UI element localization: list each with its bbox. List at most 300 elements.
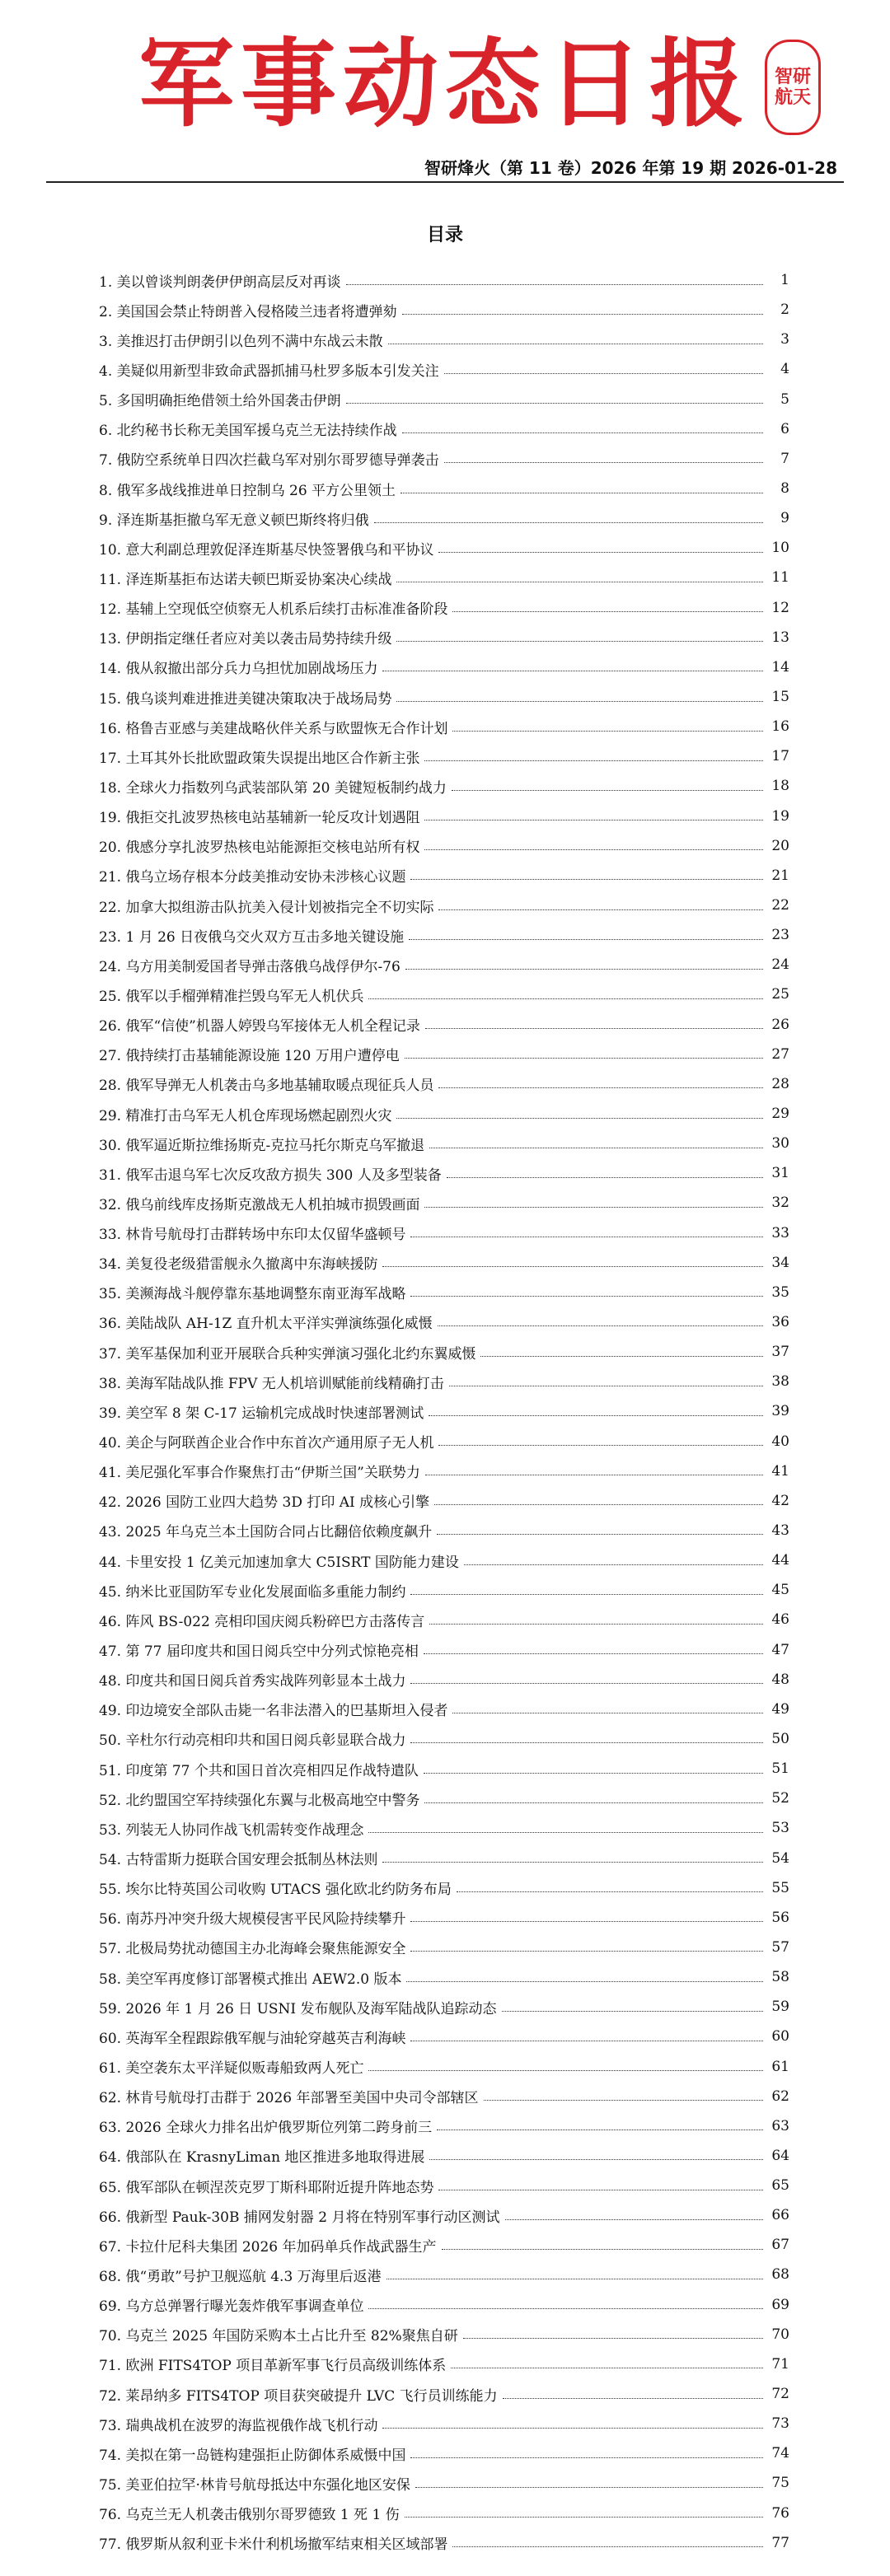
toc-entry-title: 5. 多国明确拒绝借领土给外国袭击伊朗 xyxy=(99,393,341,410)
toc-leader-dots xyxy=(410,1951,763,1952)
toc-entry[interactable] xyxy=(99,354,789,384)
toc-entry[interactable] xyxy=(99,623,789,652)
toc-entry-page: 10 xyxy=(771,540,789,557)
toc-leader-dots xyxy=(410,1296,763,1297)
toc-entry-title: 44. 卡里安投 1 亿美元加速加拿大 C5ISRT 国防能力建设 xyxy=(99,1554,459,1571)
toc-entry-page: 1 xyxy=(780,272,789,289)
toc-leader-dots xyxy=(444,373,763,374)
toc-entry[interactable] xyxy=(99,265,789,295)
toc-entry-title: 34. 美复役老级猎雷舰永久撤离中东海峡援防 xyxy=(99,1256,378,1274)
toc-entry[interactable] xyxy=(99,2141,789,2171)
toc-leader-dots xyxy=(452,731,763,732)
toc-entry[interactable] xyxy=(99,2260,789,2289)
toc-entry-title: 51. 印度第 77 个共和国日首次亮相四足作战特遣队 xyxy=(99,1762,419,1779)
toc-leader-dots xyxy=(368,1832,763,1833)
toc-entry-title: 23. 1 月 26 日夜俄乌交火双方互击多地关键设施 xyxy=(99,928,405,946)
issue-line: 智研烽火（第 11 卷）2026 年第 19 期 2026-01-28 xyxy=(424,158,837,178)
toc-entry-page: 36 xyxy=(771,1313,789,1330)
toc-entry-page: 11 xyxy=(771,569,789,587)
toc-leader-dots xyxy=(438,1325,763,1326)
toc-entry-title: 60. 英海军全程跟踪俄军舰与油轮穿越英吉利海峡 xyxy=(99,2030,406,2047)
toc-leader-dots xyxy=(396,641,763,642)
toc-leader-dots xyxy=(382,2428,763,2429)
toc-entry-page: 67 xyxy=(771,2237,789,2254)
toc-entry[interactable] xyxy=(99,1843,789,1872)
toc-entry-title: 6. 北约秘书长称无美国军援乌克兰无法持续作战 xyxy=(99,423,397,440)
toc-entry-page: 63 xyxy=(771,2117,789,2134)
toc-leader-dots xyxy=(429,1624,763,1625)
toc-entry-title: 59. 2026 年 1 月 26 日 USNI 发布舰队及海军陆战队追踪动态 xyxy=(99,2000,497,2017)
toc-entry-page: 46 xyxy=(771,1611,789,1629)
toc-entry-page: 60 xyxy=(771,2028,789,2045)
toc-entry[interactable] xyxy=(99,2349,789,2379)
toc-leader-dots xyxy=(405,1058,763,1059)
table-of-contents xyxy=(99,265,789,2558)
toc-entry-page: 31 xyxy=(771,1165,789,1182)
toc-entry-title: 42. 2026 国防工业四大趋势 3D 打印 AI 成核心引擎 xyxy=(99,1494,430,1512)
toc-leader-dots xyxy=(410,1594,763,1595)
toc-entry-page: 49 xyxy=(771,1700,789,1718)
toc-entry[interactable] xyxy=(99,1337,789,1367)
toc-entry-title: 66. 俄新型 Pauk-30B 捕网发射器 2 月将在特别军事行动区测试 xyxy=(99,2209,500,2226)
toc-leader-dots xyxy=(382,1862,763,1863)
toc-entry-page: 16 xyxy=(771,718,789,736)
toc-entry[interactable] xyxy=(99,1307,789,1337)
toc-entry-page: 21 xyxy=(771,867,789,884)
toc-leader-dots xyxy=(396,1118,763,1119)
toc-entry-page: 59 xyxy=(771,1999,789,2016)
toc-entry-page: 5 xyxy=(780,390,789,408)
toc-leader-dots xyxy=(382,1266,763,1267)
toc-entry-page: 30 xyxy=(771,1135,789,1152)
toc-entry[interactable] xyxy=(99,712,789,741)
toc-entry[interactable] xyxy=(99,1278,789,1307)
toc-entry-title: 55. 埃尔比特英国公司收购 UTACS 强化欧北约防务布局 xyxy=(99,1882,452,1899)
toc-entry-page: 12 xyxy=(771,599,789,616)
toc-entry[interactable] xyxy=(99,1188,789,1218)
publisher-seal-icon xyxy=(765,40,821,135)
toc-entry[interactable] xyxy=(99,1367,789,1396)
toc-entry-page: 62 xyxy=(771,2087,789,2105)
toc-entry-title: 67. 卡拉什尼科夫集团 2026 年加码单兵作战武器生产 xyxy=(99,2238,437,2256)
toc-entry-page: 50 xyxy=(771,1730,789,1747)
toc-entry-title: 69. 乌方总弹署行曝光轰炸俄军事调查单位 xyxy=(99,2298,364,2316)
toc-entry-title: 48. 印度共和国日阅兵首秀实战阵列彰显本土战力 xyxy=(99,1673,406,1690)
toc-leader-dots xyxy=(442,2249,763,2250)
toc-leader-dots xyxy=(503,2398,763,2399)
toc-title: 目录 xyxy=(426,225,463,245)
toc-entry[interactable] xyxy=(99,444,789,474)
toc-leader-dots xyxy=(406,1981,763,1982)
toc-leader-dots xyxy=(410,1921,763,1922)
toc-entry-page: 17 xyxy=(771,748,789,765)
toc-leader-dots xyxy=(447,1177,763,1178)
toc-leader-dots xyxy=(410,1742,763,1743)
toc-entry-title: 70. 乌克兰 2025 年国防采购本土占比升至 82%聚焦自研 xyxy=(99,2328,458,2345)
toc-entry-page: 33 xyxy=(771,1224,789,1241)
toc-entry[interactable] xyxy=(99,1754,789,1784)
toc-entry-title: 14. 俄从叙撤出部分兵力乌担忧加剧战场压力 xyxy=(99,661,378,678)
toc-leader-dots xyxy=(502,2011,763,2012)
toc-entry[interactable] xyxy=(99,2111,789,2141)
toc-leader-dots xyxy=(457,1891,763,1892)
toc-entry-title: 62. 林肯号航母打击群于 2026 年部署至美国中央司令部辖区 xyxy=(99,2090,479,2107)
toc-entry-page: 68 xyxy=(771,2266,789,2284)
toc-entry-page: 4 xyxy=(780,361,789,378)
toc-entry-title: 30. 俄军逼近斯拉维扬斯克-克拉马托尔斯克乌军撤退 xyxy=(99,1137,425,1154)
toc-entry-page: 71 xyxy=(771,2355,789,2373)
toc-entry[interactable] xyxy=(99,2409,789,2438)
toc-leader-dots xyxy=(368,2308,763,2309)
toc-entry-page: 35 xyxy=(771,1283,789,1301)
toc-leader-dots xyxy=(452,790,763,791)
toc-entry-title: 19. 俄拒交扎波罗热核电站基辅新一轮反攻计划遇阻 xyxy=(99,810,420,827)
toc-entry-title: 32. 俄乌前线库皮扬斯克激战无人机拍城市损毁画面 xyxy=(99,1196,420,1213)
toc-leader-dots xyxy=(410,1683,763,1684)
toc-entry[interactable] xyxy=(99,2051,789,2081)
toc-entry-page: 8 xyxy=(780,480,789,498)
toc-entry[interactable] xyxy=(99,979,789,1009)
toc-leader-dots xyxy=(452,2546,763,2547)
toc-entry-title: 8. 俄军多战线推进单日控制乌 26 平方公里领土 xyxy=(99,482,396,499)
toc-entry[interactable] xyxy=(99,1426,789,1456)
toc-entry-page: 14 xyxy=(771,658,789,676)
toc-entry[interactable] xyxy=(99,861,789,891)
toc-entry-title: 13. 伊朗指定继任者应对美以袭击局势持续升级 xyxy=(99,631,392,648)
toc-entry-page: 2 xyxy=(780,302,789,319)
toc-entry-title: 4. 美疑似用新型非致命武器抓捕马杜罗多版本引发关注 xyxy=(99,362,439,380)
toc-entry-page: 47 xyxy=(771,1641,789,1658)
toc-entry-title: 29. 精准打击乌军无人机仓库现场燃起剧烈火灾 xyxy=(99,1107,392,1124)
toc-entry[interactable] xyxy=(99,1605,789,1634)
toc-entry-title: 52. 北约盟国空军持续强化东翼与北极高地空中警务 xyxy=(99,1792,420,1809)
toc-entry-title: 54. 古特雷斯力挺联合国安理会抵制丛林法则 xyxy=(99,1852,378,1869)
toc-entry[interactable] xyxy=(99,1486,789,1516)
toc-entry-title: 25. 俄军以手榴弹精准拦毁乌军无人机伏兵 xyxy=(99,988,364,1005)
toc-entry-page: 20 xyxy=(771,837,789,854)
toc-entry[interactable] xyxy=(99,950,789,979)
toc-entry[interactable] xyxy=(99,2468,789,2498)
toc-entry[interactable] xyxy=(99,1516,789,1545)
toc-entry-page: 55 xyxy=(771,1879,789,1896)
toc-entry[interactable] xyxy=(99,325,789,354)
toc-entry[interactable] xyxy=(99,652,789,682)
toc-entry-page: 69 xyxy=(771,2296,789,2313)
toc-entry-page: 64 xyxy=(771,2147,789,2164)
toc-entry-title: 9. 泽连斯基拒撤乌军无意义顿巴斯终将归俄 xyxy=(99,512,369,529)
toc-leader-dots xyxy=(424,1207,763,1208)
toc-entry-title: 58. 美空军再度修订部署模式推出 AEW2.0 版本 xyxy=(99,1971,402,1988)
toc-leader-dots xyxy=(396,701,763,702)
masthead-title: 军事动态日报 xyxy=(138,29,752,140)
toc-leader-dots xyxy=(424,760,763,761)
toc-entry-title: 16. 格鲁吉亚感与美建战略伙伴关系与欧盟恢无合作计划 xyxy=(99,720,448,737)
toc-entry-page: 29 xyxy=(771,1106,789,1122)
toc-leader-dots xyxy=(346,403,763,404)
toc-entry-title: 35. 美濒海战斗舰停靠东基地调整东南亚海军战略 xyxy=(99,1286,406,1303)
toc-entry[interactable] xyxy=(99,414,789,444)
toc-leader-dots xyxy=(464,1564,763,1565)
toc-entry-title: 27. 俄持续打击基辅能源设施 120 万用户遭停电 xyxy=(99,1048,400,1065)
toc-entry-page: 44 xyxy=(771,1552,789,1569)
toc-leader-dots xyxy=(452,611,763,612)
toc-entry[interactable] xyxy=(99,474,789,503)
toc-entry-title: 37. 美军基保加利亚开展联合兵种实弹演习强化北约东翼威慑 xyxy=(99,1345,476,1363)
toc-entry[interactable] xyxy=(99,1784,789,1813)
toc-entry-page: 56 xyxy=(771,1909,789,1926)
toc-leader-dots xyxy=(405,2517,763,2518)
toc-entry-page: 58 xyxy=(771,1969,789,1986)
toc-entry[interactable] xyxy=(99,1545,789,1575)
toc-leader-dots xyxy=(424,849,763,850)
toc-entry-page: 77 xyxy=(771,2534,789,2551)
toc-entry[interactable] xyxy=(99,1218,789,1248)
toc-entry[interactable] xyxy=(99,2320,789,2349)
toc-leader-dots xyxy=(437,1534,763,1535)
toc-leader-dots xyxy=(368,2070,763,2071)
toc-entry-title: 31. 俄军击退乌军七次反攻敌方损失 300 人及多型装备 xyxy=(99,1166,442,1184)
toc-entry-page: 32 xyxy=(771,1194,789,1212)
toc-entry[interactable] xyxy=(99,2379,789,2409)
toc-entry-title: 72. 莱昂纳多 FITS4TOP 项目获突破提升 LVC 飞行员训练能力 xyxy=(99,2387,498,2405)
toc-leader-dots xyxy=(424,1802,763,1803)
toc-entry[interactable] xyxy=(99,1695,789,1724)
toc-entry[interactable] xyxy=(99,682,789,712)
toc-leader-dots xyxy=(368,998,763,999)
toc-leader-dots xyxy=(438,1087,763,1088)
toc-entry-title: 61. 美空袭东太平洋疑似贩毒船致两人死亡 xyxy=(99,2060,364,2077)
toc-entry[interactable] xyxy=(99,1040,789,1069)
toc-leader-dots xyxy=(405,969,763,970)
toc-entry-title: 43. 2025 年乌克兰本土国防合同占比翻倍依赖度飙升 xyxy=(99,1524,433,1541)
toc-entry-title: 76. 乌克兰无人机袭击俄别尔哥罗德致 1 死 1 伤 xyxy=(99,2507,400,2524)
toc-entry[interactable] xyxy=(99,2171,789,2200)
toc-entry-title: 26. 俄军“信使”机器人婷毁乌军接体无人机全程记录 xyxy=(99,1018,420,1036)
toc-entry-title: 75. 美亚伯拉罕·林肯号航母抵达中东强化地区安保 xyxy=(99,2476,410,2494)
toc-leader-dots xyxy=(410,2457,763,2458)
toc-entry-page: 52 xyxy=(771,1790,789,1807)
toc-entry-title: 33. 林肯号航母打击群转场中东印太仅留华盛顿号 xyxy=(99,1227,406,1244)
toc-entry-page: 38 xyxy=(771,1373,789,1391)
toc-entry-title: 15. 俄乌谈判难进推进美键决策取决于战场局势 xyxy=(99,690,392,708)
toc-entry[interactable] xyxy=(99,741,789,771)
toc-entry-title: 28. 俄军导弹无人机袭击乌多地基辅取暖点现征兵人员 xyxy=(99,1078,434,1095)
report-header xyxy=(0,0,890,206)
toc-entry[interactable] xyxy=(99,2528,789,2558)
toc-entry[interactable] xyxy=(99,2082,789,2111)
toc-entry-page: 26 xyxy=(771,1016,789,1033)
toc-entry-title: 18. 全球火力指数列乌武装部队第 20 美键短板制约战力 xyxy=(99,779,447,797)
toc-leader-dots xyxy=(410,879,763,880)
toc-entry[interactable] xyxy=(99,1248,789,1278)
toc-entry[interactable] xyxy=(99,1099,789,1129)
toc-entry[interactable] xyxy=(99,1903,789,1933)
toc-entry-title: 24. 乌方用美制爱国者导弹击落俄乌战俘伊尔-76 xyxy=(99,958,400,975)
toc-leader-dots xyxy=(374,522,763,523)
toc-entry-page: 18 xyxy=(771,778,789,795)
toc-entry[interactable] xyxy=(99,1069,789,1099)
toc-entry[interactable] xyxy=(99,1158,789,1188)
toc-entry-page: 39 xyxy=(771,1403,789,1420)
toc-entry-title: 77. 俄罗斯从叙利亚卡米什利机场撤军结束相关区域部署 xyxy=(99,2536,448,2554)
toc-entry[interactable] xyxy=(99,503,789,533)
toc-leader-dots xyxy=(505,2219,764,2220)
toc-entry-page: 73 xyxy=(771,2415,789,2433)
toc-entry[interactable] xyxy=(99,295,789,325)
toc-entry-title: 71. 欧洲 FITS4TOP 项目革新军事飞行员高级训练体系 xyxy=(99,2358,447,2375)
seal-text-top: 智研 xyxy=(774,67,811,87)
toc-entry-page: 3 xyxy=(780,331,789,348)
toc-entry[interactable] xyxy=(99,1396,789,1426)
toc-entry[interactable] xyxy=(99,831,789,861)
toc-entry-page: 45 xyxy=(771,1582,789,1599)
toc-entry-page: 27 xyxy=(771,1045,789,1063)
toc-entry-page: 54 xyxy=(771,1849,789,1867)
toc-leader-dots xyxy=(434,1504,763,1505)
toc-entry-page: 75 xyxy=(771,2475,789,2492)
toc-entry-title: 11. 泽连斯基拒布达诺夫顿巴斯妥协案决心续战 xyxy=(99,571,392,588)
toc-entry-page: 43 xyxy=(771,1522,789,1539)
toc-leader-dots xyxy=(346,284,763,285)
toc-entry-title: 17. 土耳其外长批欧盟政策失误提出地区合作新主张 xyxy=(99,750,420,767)
toc-entry[interactable] xyxy=(99,2499,789,2528)
toc-entry-page: 37 xyxy=(771,1344,789,1361)
toc-entry[interactable] xyxy=(99,2290,789,2320)
toc-leader-dots xyxy=(438,1445,763,1446)
toc-entry-title: 21. 俄乌立场存根本分歧美推动安协未涉核心议题 xyxy=(99,869,406,886)
toc-entry-page: 57 xyxy=(771,1938,789,1956)
toc-entry-page: 42 xyxy=(771,1492,789,1509)
toc-entry-title: 10. 意大利副总理敦促泽连斯基尽快签署俄乌和平协议 xyxy=(99,541,434,559)
toc-entry[interactable] xyxy=(99,2022,789,2051)
toc-entry[interactable] xyxy=(99,1129,789,1158)
toc-leader-dots xyxy=(409,939,763,940)
toc-entry-page: 7 xyxy=(780,450,789,467)
toc-entry[interactable] xyxy=(99,2200,789,2230)
toc-entry[interactable] xyxy=(99,593,789,623)
toc-entry[interactable] xyxy=(99,891,789,920)
toc-entry-page: 28 xyxy=(771,1075,789,1092)
toc-entry[interactable] xyxy=(99,1873,789,1903)
toc-entry-page: 72 xyxy=(771,2386,789,2403)
toc-entry-page: 48 xyxy=(771,1671,789,1688)
toc-entry-title: 49. 印边境安全部队击毙一名非法潜入的巴基斯坦入侵者 xyxy=(99,1703,448,1720)
toc-entry-title: 63. 2026 全球火力排名出炉俄罗斯位列第二跨身前三 xyxy=(99,2120,433,2137)
toc-entry-title: 57. 北极局势扰动德国主办北海峰会聚焦能源安全 xyxy=(99,1941,406,1958)
toc-entry[interactable] xyxy=(99,802,789,831)
toc-entry-title: 20. 俄感分享扎波罗热核电站能源拒交核电站所有权 xyxy=(99,839,420,857)
toc-entry-page: 19 xyxy=(771,807,789,825)
toc-leader-dots xyxy=(480,1356,763,1357)
toc-entry-page: 70 xyxy=(771,2326,789,2343)
toc-entry-title: 7. 俄防空系统单日四次拦截乌军对别尔哥罗德导弹袭击 xyxy=(99,452,439,470)
toc-entry-title: 68. 俄“勇敢”号护卫舰巡航 4.3 万海里后返港 xyxy=(99,2268,382,2285)
toc-entry-page: 13 xyxy=(771,629,789,646)
toc-leader-dots xyxy=(438,552,763,553)
toc-leader-dots xyxy=(424,1773,763,1774)
toc-entry-title: 40. 美企与阿联酋企业合作中东首次产通用原子无人机 xyxy=(99,1435,434,1452)
toc-entry-page: 24 xyxy=(771,956,789,974)
toc-entry-page: 41 xyxy=(771,1462,789,1480)
toc-entry[interactable] xyxy=(99,2230,789,2260)
toc-leader-dots xyxy=(444,462,763,463)
toc-entry-title: 65. 俄军部队在顿涅茨克罗丁斯科耶附近提升阵地态势 xyxy=(99,2179,434,2196)
toc-entry[interactable] xyxy=(99,1456,789,1486)
seal-text-bottom: 航天 xyxy=(774,87,811,108)
toc-entry[interactable] xyxy=(99,1962,789,1992)
toc-leader-dots xyxy=(425,1028,763,1029)
toc-entry-title: 41. 美尼强化军事合作聚焦打击“伊斯兰国”关联势力 xyxy=(99,1465,420,1482)
toc-entry-title: 64. 俄部队在 KrasnyLiman 地区推进多地取得进展 xyxy=(99,2149,425,2167)
toc-entry[interactable] xyxy=(99,1724,789,1754)
toc-entry-page: 15 xyxy=(771,689,789,706)
toc-entry-page: 22 xyxy=(771,897,789,914)
toc-entry[interactable] xyxy=(99,563,789,592)
toc-entry[interactable] xyxy=(99,2438,789,2468)
toc-entry-page: 34 xyxy=(771,1254,789,1271)
toc-entry[interactable] xyxy=(99,1575,789,1605)
toc-entry-page: 74 xyxy=(771,2445,789,2462)
toc-leader-dots xyxy=(429,2159,763,2160)
toc-entry-title: 3. 美推迟打击伊朗引以色列不满中东战云未散 xyxy=(99,333,383,350)
toc-leader-dots xyxy=(424,1653,763,1654)
toc-entry-title: 45. 纳米比亚国防军专业化发展面临多重能力制约 xyxy=(99,1583,406,1601)
toc-entry-page: 9 xyxy=(780,510,789,527)
toc-entry[interactable] xyxy=(99,771,789,801)
toc-entry-title: 73. 瑞典战机在波罗的海监视俄作战飞机行动 xyxy=(99,2417,378,2434)
toc-entry[interactable] xyxy=(99,1010,789,1040)
toc-leader-dots xyxy=(463,2338,763,2339)
toc-entry-title: 2. 美国国会禁止特朗普入侵格陵兰违者将遭弹劾 xyxy=(99,303,397,320)
toc-entry-title: 39. 美空军 8 架 C-17 运输机完成战时快速部署测试 xyxy=(99,1405,424,1422)
toc-entry-page: 40 xyxy=(771,1433,789,1450)
toc-entry[interactable] xyxy=(99,1634,789,1664)
toc-entry-page: 51 xyxy=(771,1760,789,1778)
toc-entry-title: 36. 美陆战队 AH-1Z 直升机太平洋实弹演练强化威慑 xyxy=(99,1316,433,1333)
toc-entry-page: 61 xyxy=(771,2058,789,2075)
toc-entry[interactable] xyxy=(99,385,789,414)
toc-entry-page: 6 xyxy=(780,420,789,437)
toc-entry-title: 12. 基辅上空现低空侦察无人机系后续打击标准准备阶段 xyxy=(99,601,448,619)
toc-entry-page: 23 xyxy=(771,927,789,944)
toc-entry-page: 66 xyxy=(771,2207,789,2224)
toc-entry-page: 65 xyxy=(771,2177,789,2195)
toc-entry[interactable] xyxy=(99,1813,789,1843)
toc-entry-title: 46. 阵风 BS-022 亮相印国庆阅兵粉碎巴方击落传言 xyxy=(99,1613,425,1630)
toc-leader-dots xyxy=(402,314,763,315)
toc-entry-title: 74. 美拟在第一岛链构建强拒止防御体系威慑中国 xyxy=(99,2447,406,2464)
toc-entry-title: 38. 美海军陆战队推 FPV 无人机培训赋能前线精确打击 xyxy=(99,1375,444,1392)
toc-entry-page: 25 xyxy=(771,986,789,1003)
toc-leader-dots xyxy=(402,432,763,433)
toc-leader-dots xyxy=(415,2487,763,2488)
toc-entry-title: 22. 加拿大拟组游击队抗美入侵计划被指完全不切实际 xyxy=(99,899,434,916)
toc-entry-title: 50. 辛杜尔行动亮相印共和国日阅兵彰显联合战力 xyxy=(99,1732,406,1750)
toc-entry[interactable] xyxy=(99,920,789,950)
toc-entry[interactable] xyxy=(99,1992,789,2022)
toc-entry-page: 76 xyxy=(771,2504,789,2522)
toc-entry-title: 53. 列装无人协同作战飞机需转变作战理念 xyxy=(99,1821,364,1839)
toc-entry[interactable] xyxy=(99,1933,789,1962)
toc-entry-page: 53 xyxy=(771,1820,789,1837)
toc-entry[interactable] xyxy=(99,1665,789,1695)
toc-leader-dots xyxy=(484,2100,763,2101)
toc-entry-title: 47. 第 77 届印度共和国日阅兵空中分列式惊艳亮相 xyxy=(99,1643,419,1661)
toc-leader-dots xyxy=(438,909,763,910)
toc-entry-title: 56. 南苏丹冲突升级大规模侵害平民风险持续攀升 xyxy=(99,1911,406,1928)
toc-entry-title: 1. 美以曾谈判朗袭伊伊朗高层反对再谈 xyxy=(99,273,341,291)
toc-entry[interactable] xyxy=(99,533,789,563)
